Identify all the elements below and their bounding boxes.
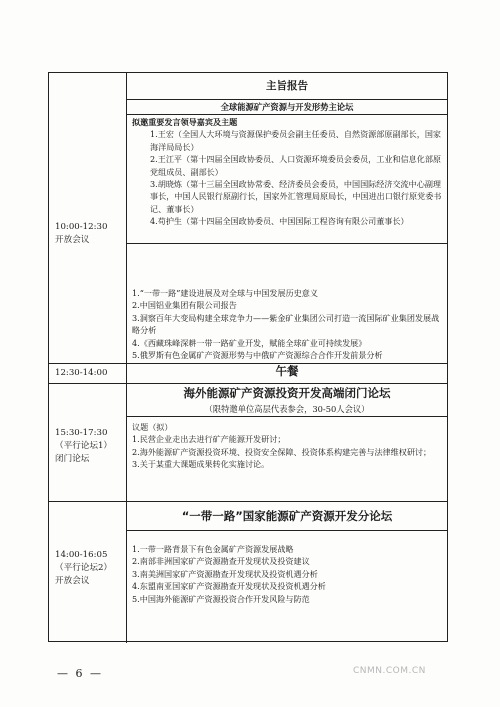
main-title: 主旨报告 [266, 80, 308, 92]
topic-item: 3.南美洲国家矿产资源勘查开发现状及投资机遇分析 [132, 568, 318, 579]
brics-time: 14:00-16:05 [55, 550, 108, 560]
closed-time-cell [49, 427, 126, 466]
lunch-time: 12:30-14:00 [55, 368, 108, 378]
row-divider [49, 383, 447, 384]
closed-kind1: （平行论坛1） [55, 441, 113, 451]
speaker-item: 3.胡晓炼（第十三届全国政协常委、经济委员会委员，中国国际经济交流中心副理事长，中国人民银行原副行长，国家外汇管理局原局长，中国进出口银行原党委书记、董事长） [150, 179, 442, 214]
topic-item: 4.东盟南亚国家矿产资源勘查开发现状及投资机遇分析 [132, 581, 326, 592]
speaker-item: 4.苟护生（第十四届全国政协委员、中国国际工程咨询有限公司董事长） [150, 216, 409, 227]
page-number: — 6 — [57, 667, 103, 680]
closed-topics [128, 421, 446, 471]
topic-item: 5.中国海外能源矿产资源投资合作开发风险与防范 [132, 593, 310, 604]
row-divider [126, 243, 447, 244]
column-divider [126, 73, 127, 643]
row-divider [126, 114, 447, 115]
brics-time-cell [49, 549, 126, 588]
row-divider [49, 363, 447, 364]
topic-item: 5.俄罗斯有色金属矿产资源形势与中俄矿产资源综合合作开发前景分析 [132, 350, 383, 361]
closed-kind2: 闭门论坛 [55, 454, 90, 464]
closed-time: 15:30-17:30 [55, 428, 108, 438]
lunch-label: 午餐 [275, 364, 299, 378]
row-divider [49, 501, 447, 502]
main-time: 10:00-12:30 [55, 222, 108, 232]
row-divider [126, 99, 447, 100]
agenda-table [48, 72, 448, 642]
topic-item: 3.关于某重大课题成果转化实施讨论。 [132, 459, 270, 470]
topic-item: 3.洞察百年大变局构建全球竞争力——紫金矿业集团公司打造一流国际矿业集团发展战略分析 [132, 312, 440, 336]
speaker-item: 2.王江平（第十四届全国政协委员、人口资源环境委员会委员，工业和信息化部原党组成员、副部长） [150, 154, 442, 177]
brics-topics [128, 543, 446, 605]
watermark: CNMN.COM.CN [353, 666, 426, 676]
speaker-item: 1.王宏（全国人大环境与资源保护委员会副主任委员、自然资源部原副部长，国家海洋局局长） [150, 129, 442, 152]
brics-kind1: （平行论坛2） [55, 563, 113, 573]
invite-heading: 拟邀重要发言领导嘉宾及主题 [132, 117, 238, 127]
closed-title: 海外能源矿产资源投资开发高端闭门论坛 [183, 386, 391, 400]
main-time-cell [49, 221, 126, 247]
brics-title: “一带一路”国家能源矿产资源开发分论坛 [181, 509, 393, 523]
topic-item: 2.中国铝业集团有限公司报告 [132, 300, 237, 311]
topic-item: 1.“一带一路”建设进展及对全球与中国发展历史意义 [132, 288, 318, 298]
closed-note: （限特邀单位高层代表参会，30-50人会议） [204, 404, 370, 414]
main-subtitle: 全球能源矿产资源与开发形势主论坛 [220, 102, 354, 112]
main-speakers [128, 116, 446, 228]
topic-item: 1.一带一路背景下有色金属矿产资源发展战略 [132, 544, 294, 554]
topics-heading: 议题（拟） [132, 422, 173, 432]
brics-kind2: 开放会议 [55, 576, 90, 586]
topic-item: 1.民营企业走出去进行矿产能源开发研讨； [132, 434, 286, 445]
main-topics [128, 287, 446, 361]
topic-item: 4.《西藏珠峰深耕一带一路矿业开发，赋能全球矿业可持续发展》 [132, 337, 367, 348]
topic-item: 2.南部非洲国家矿产资源勘查开发现状及投资建议 [132, 556, 310, 567]
row-divider [126, 416, 447, 417]
main-kind: 开放会议 [55, 235, 90, 245]
topic-item: 2.海外能源矿产资源投资环境、投资安全保障、投资体系构建完善与法律维权研讨； [132, 446, 432, 457]
row-divider [126, 530, 447, 531]
